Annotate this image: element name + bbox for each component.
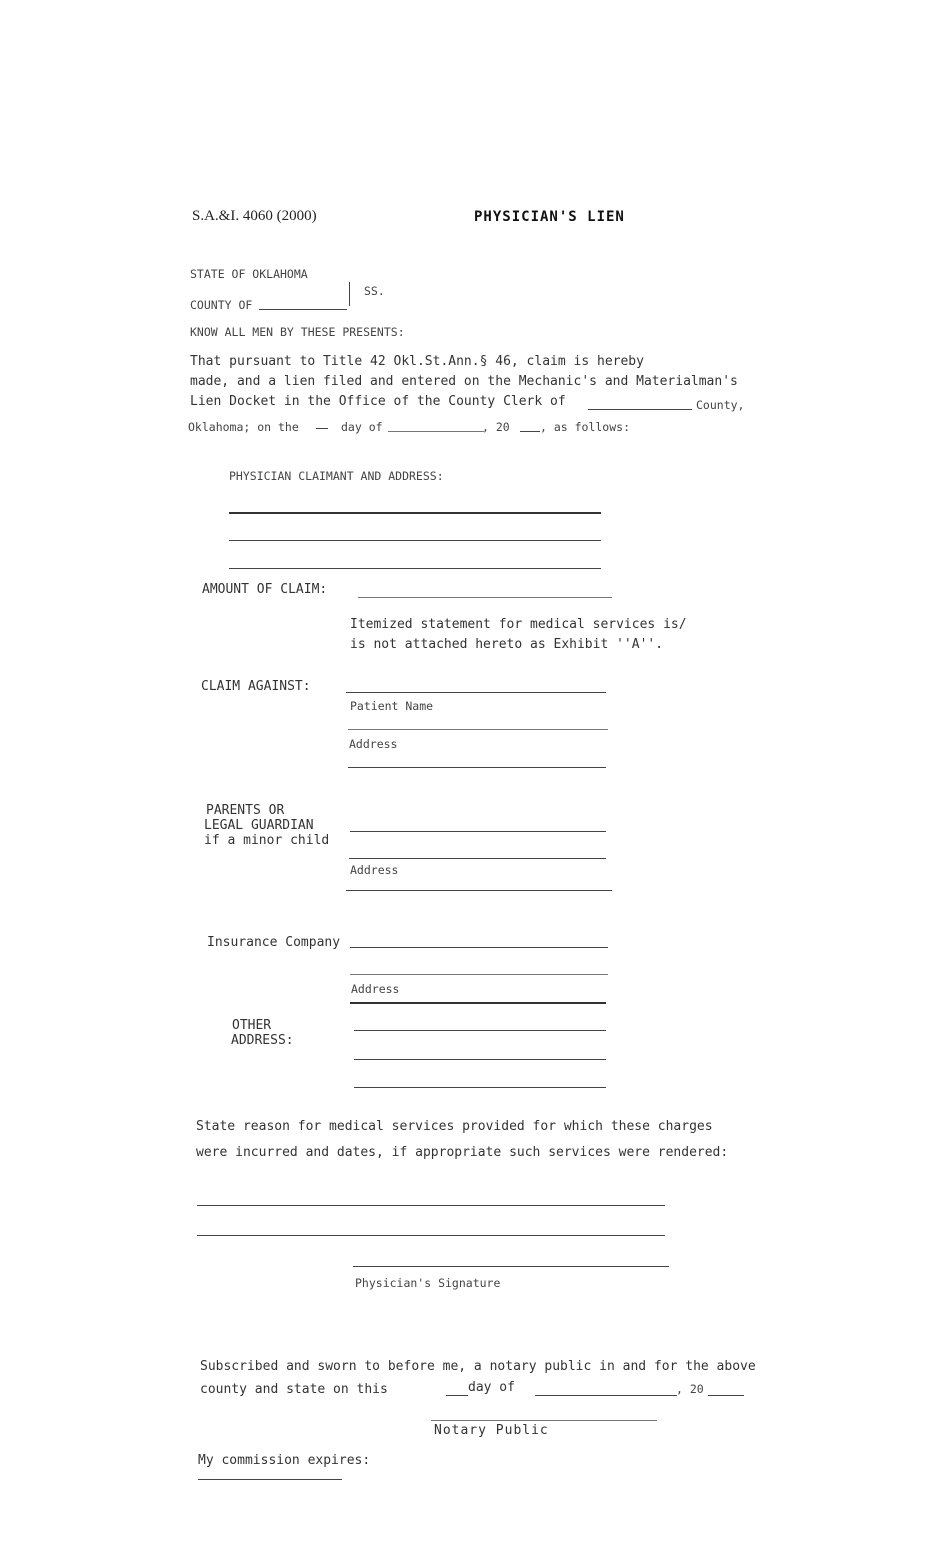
insurance-address-blank-1[interactable] [350,974,608,975]
itemized-note-2: is not attached hereto as Exhibit ''A''. [350,637,664,652]
venue-bracket [349,282,350,306]
day-number-blank[interactable] [316,428,328,429]
county-clerk-blank[interactable] [588,409,692,410]
reason-blank-2[interactable] [197,1235,665,1236]
claim-against-label: CLAIM AGAINST: [201,679,311,694]
insurance-address-blank-2[interactable] [350,1002,606,1004]
other-address-blank-1[interactable] [354,1030,606,1031]
itemized-note-1: Itemized statement for medical services is/ [350,617,687,632]
other-label-2: ADDRESS: [231,1033,294,1048]
notary-signature-blank[interactable] [431,1420,657,1421]
intro-line-2: made, and a lien filed and entered on the Mechanic's and Materialman's [190,374,738,389]
county-blank[interactable] [259,309,347,310]
year-prefix: , 20 [482,420,510,434]
notary-line-2: county and state on this [200,1382,388,1397]
guardian-label-3: if a minor child [204,833,330,848]
notary-year-blank[interactable] [708,1395,744,1396]
claimant-line-1[interactable] [229,512,601,514]
claimant-line-3[interactable] [229,568,601,569]
ss-label: SS. [364,284,385,298]
notary-public-caption: Notary Public [434,1423,549,1438]
guardian-address-blank-1[interactable] [349,858,606,859]
form-title: PHYSICIAN'S LIEN [474,209,625,225]
claimant-label: PHYSICIAN CLAIMANT AND ADDRESS: [229,469,444,483]
amount-label: AMOUNT OF CLAIM: [202,582,328,597]
month-blank[interactable] [388,431,484,432]
other-label-1: OTHER [232,1018,272,1033]
reason-line-1: State reason for medical services provided for which these charges [196,1119,713,1134]
notary-day-of: day of [468,1380,515,1395]
patient-name-caption: Patient Name [350,699,434,713]
guardian-label-1: PARENTS OR [206,803,285,818]
notary-day-blank[interactable] [446,1395,468,1396]
claimant-line-2[interactable] [229,540,601,541]
commission-blank[interactable] [198,1479,342,1480]
state-label: STATE OF OKLAHOMA [190,267,308,281]
physician-signature-blank[interactable] [353,1266,669,1267]
intro-line-4-oklahoma: Oklahoma; on the [188,420,299,434]
know-all-heading: KNOW ALL MEN BY THESE PRESENTS: [190,325,405,339]
county-word: County, [696,398,745,412]
other-address-blank-3[interactable] [354,1087,606,1088]
guardian-label-2: LEGAL GUARDIAN [204,818,314,833]
insurance-label: Insurance Company [207,935,341,950]
insurance-address-caption: Address [351,982,400,996]
guardian-name-blank[interactable] [350,831,606,832]
notary-year-prefix: , 20 [676,1382,704,1396]
county-label: COUNTY OF [190,298,253,312]
insurance-name-blank[interactable] [350,947,608,948]
physician-signature-caption: Physician's Signature [355,1276,501,1290]
patient-address-blank-1[interactable] [348,729,608,730]
notary-month-blank[interactable] [535,1395,677,1396]
reason-blank-1[interactable] [197,1205,665,1206]
commission-label: My commission expires: [198,1453,371,1468]
guardian-address-blank-2[interactable] [346,890,612,891]
intro-line-3: Lien Docket in the Office of the County Clerk of [190,394,566,409]
guardian-address-caption: Address [350,863,399,877]
form-number: S.A.&I. 4060 (2000) [192,208,317,224]
intro-line-1: That pursuant to Title 42 Okl.St.Ann.§ 46, claim is hereby [190,354,644,369]
day-of-label: day of [341,420,383,434]
amount-blank[interactable] [358,597,612,598]
other-address-blank-2[interactable] [354,1059,606,1060]
patient-name-blank[interactable] [346,692,606,693]
year-blank[interactable] [520,431,540,432]
notary-line-1: Subscribed and sworn to before me, a notary public in and for the above [200,1359,756,1374]
patient-address-blank-2[interactable] [348,767,606,768]
as-follows-label: , as follows: [540,420,631,434]
patient-address-caption: Address [349,737,398,751]
reason-line-2: were incurred and dates, if appropriate such services were rendered: [196,1145,729,1160]
